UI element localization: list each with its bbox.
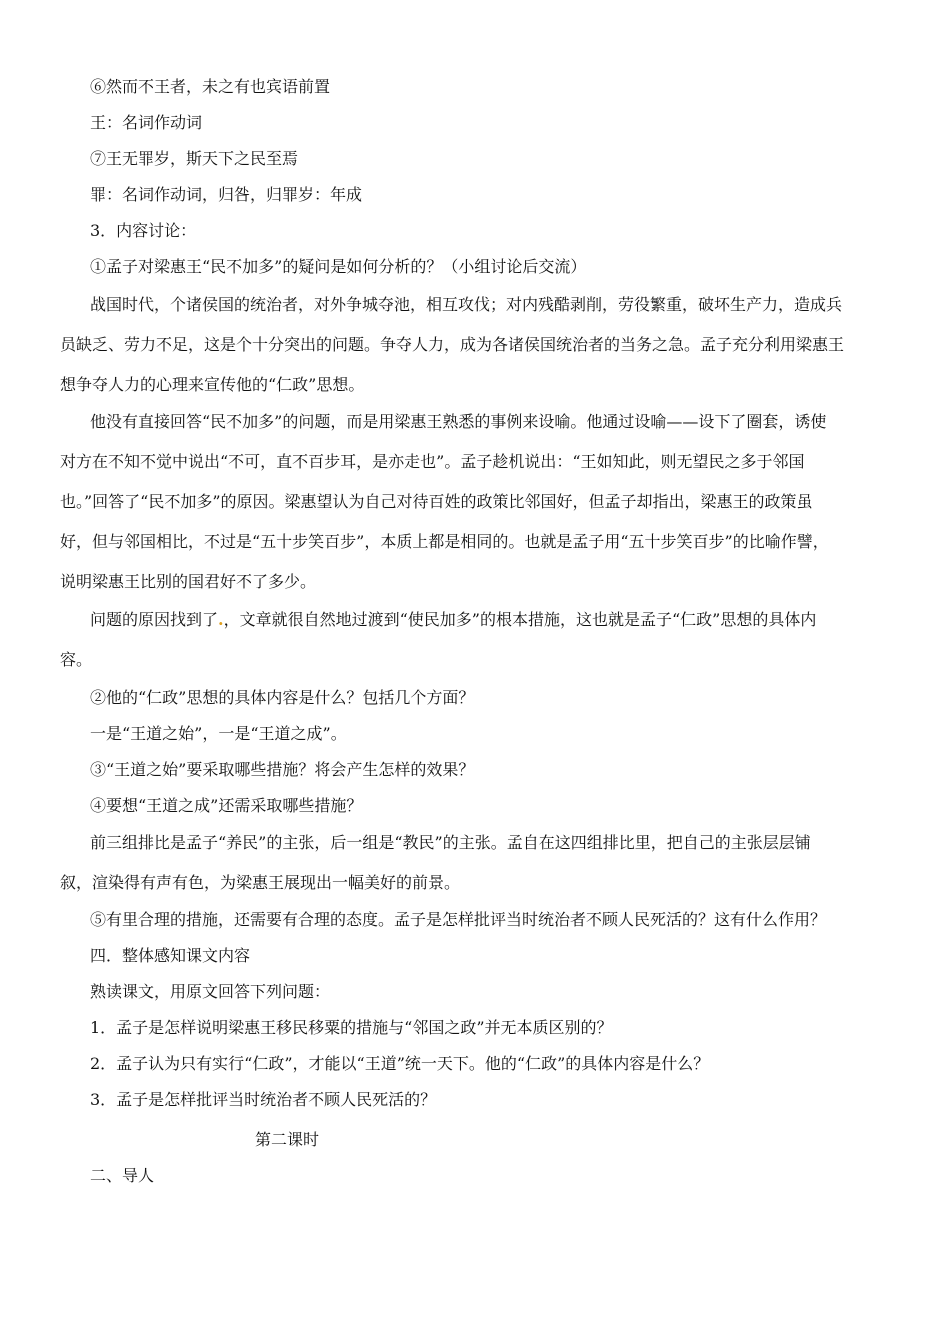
text-line: ⑦王无罪岁，斯天下之民至焉 — [90, 149, 299, 168]
text-line: 熟读课文，用原文回答下列问题： — [90, 982, 331, 1001]
paragraph-line — [90, 610, 890, 630]
paragraph-line: 前三组排比是孟子“养民”的主张，后一组是“教民”的主张。孟自在这四组排比里，把自己的主张层层铺 — [90, 833, 811, 852]
text-line: 罪：名词作动词，归咎，归罪岁：年成 — [90, 185, 363, 204]
list-item: 3．孟子是怎样批评当时统治者不顾人民死活的？ — [90, 1090, 437, 1109]
question-4: ④要想“王道之成”还需采取哪些措施？ — [90, 796, 363, 815]
text-line: 一是“王道之始”，一是“王道之成”。 — [90, 724, 347, 743]
mark-dot: . — [218, 610, 224, 629]
text-line: 王：名词作动词 — [90, 113, 203, 132]
lesson-heading: 第二课时 — [255, 1130, 320, 1149]
paragraph-line: 说明梁惠王比别的国君好不了多少。 — [60, 572, 317, 591]
paragraph-line: 员缺乏、劳力不足，这是个十分突出的问题。争夺人力，成为各诸侯国统治者的当务之急。孟子充分利用梁惠王 — [60, 335, 845, 354]
section-heading: 3．内容讨论： — [90, 221, 197, 240]
list-item: 1．孟子是怎样说明梁惠王移民移粟的措施与“邻国之政”并无本质区别的？ — [90, 1018, 613, 1037]
question-1: ①孟子对梁惠王“民不加多”的疑问是如何分析的？（小组讨论后交流） — [90, 257, 587, 276]
list-item: 2．孟子认为只有实行“仁政”，才能以“王道”统一天下。他的“仁政”的具体内容是什么？ — [90, 1054, 710, 1073]
paragraph-line: 他没有直接回答“民不加多”的问题，而是用梁惠王熟悉的事例来设喻。他通过设喻——设下了圈套，诱使 — [90, 412, 827, 431]
paragraph-line: 容。 — [60, 650, 93, 669]
paragraph-line: 叙，渲染得有声有色，为梁惠王展现出一幅美好的前景。 — [60, 873, 461, 892]
paragraph-line: 好，但与邻国相比，不过是“五十步笑百步”，本质上都是相同的。也就是孟子用“五十步笑百步”的比喻作譬， — [60, 532, 829, 551]
paragraph-line: 也。”回答了“民不加多”的原因。梁惠望认为自己对待百姓的政策比邻国好，但孟子却指出，梁惠王的政策虽 — [60, 492, 813, 511]
paragraph-fragment: ，文章就很自然地过渡到“使民加多”的根本措施，这也就是孟子“仁政”思想的具体内 — [223, 610, 817, 629]
paragraph-line: 战国时代，个诸侯国的统治者，对外争城夺池，相互攻伐；对内残酷剥削，劳役繁重，破坏生产力，造成兵 — [90, 295, 843, 314]
paragraph-line: 对方在不知不觉中说出“不可，直不百步耳，是亦走也”。孟子趁机说出：“王如知此，则无望民之多于邻国 — [60, 452, 805, 471]
paragraph-fragment: 问题的原因找到了 — [90, 610, 219, 629]
paragraph-line: 想争夺人力的心理来宣传他的“仁政”思想。 — [60, 375, 365, 394]
question-3: ③“王道之始”要采取哪些措施？将会产生怎样的效果？ — [90, 760, 475, 779]
section-heading: 四．整体感知课文内容 — [90, 946, 251, 965]
question-2: ②他的“仁政”思想的具体内容是什么？包括几个方面？ — [90, 688, 475, 707]
question-5: ⑤有里合理的措施，还需要有合理的态度。孟子是怎样批评当时统治者不顾人民死活的？这有什么作用？ — [90, 910, 827, 929]
text-line: ⑥然而不王者，未之有也宾语前置 — [90, 77, 331, 96]
section-heading: 二、导人 — [90, 1166, 155, 1185]
